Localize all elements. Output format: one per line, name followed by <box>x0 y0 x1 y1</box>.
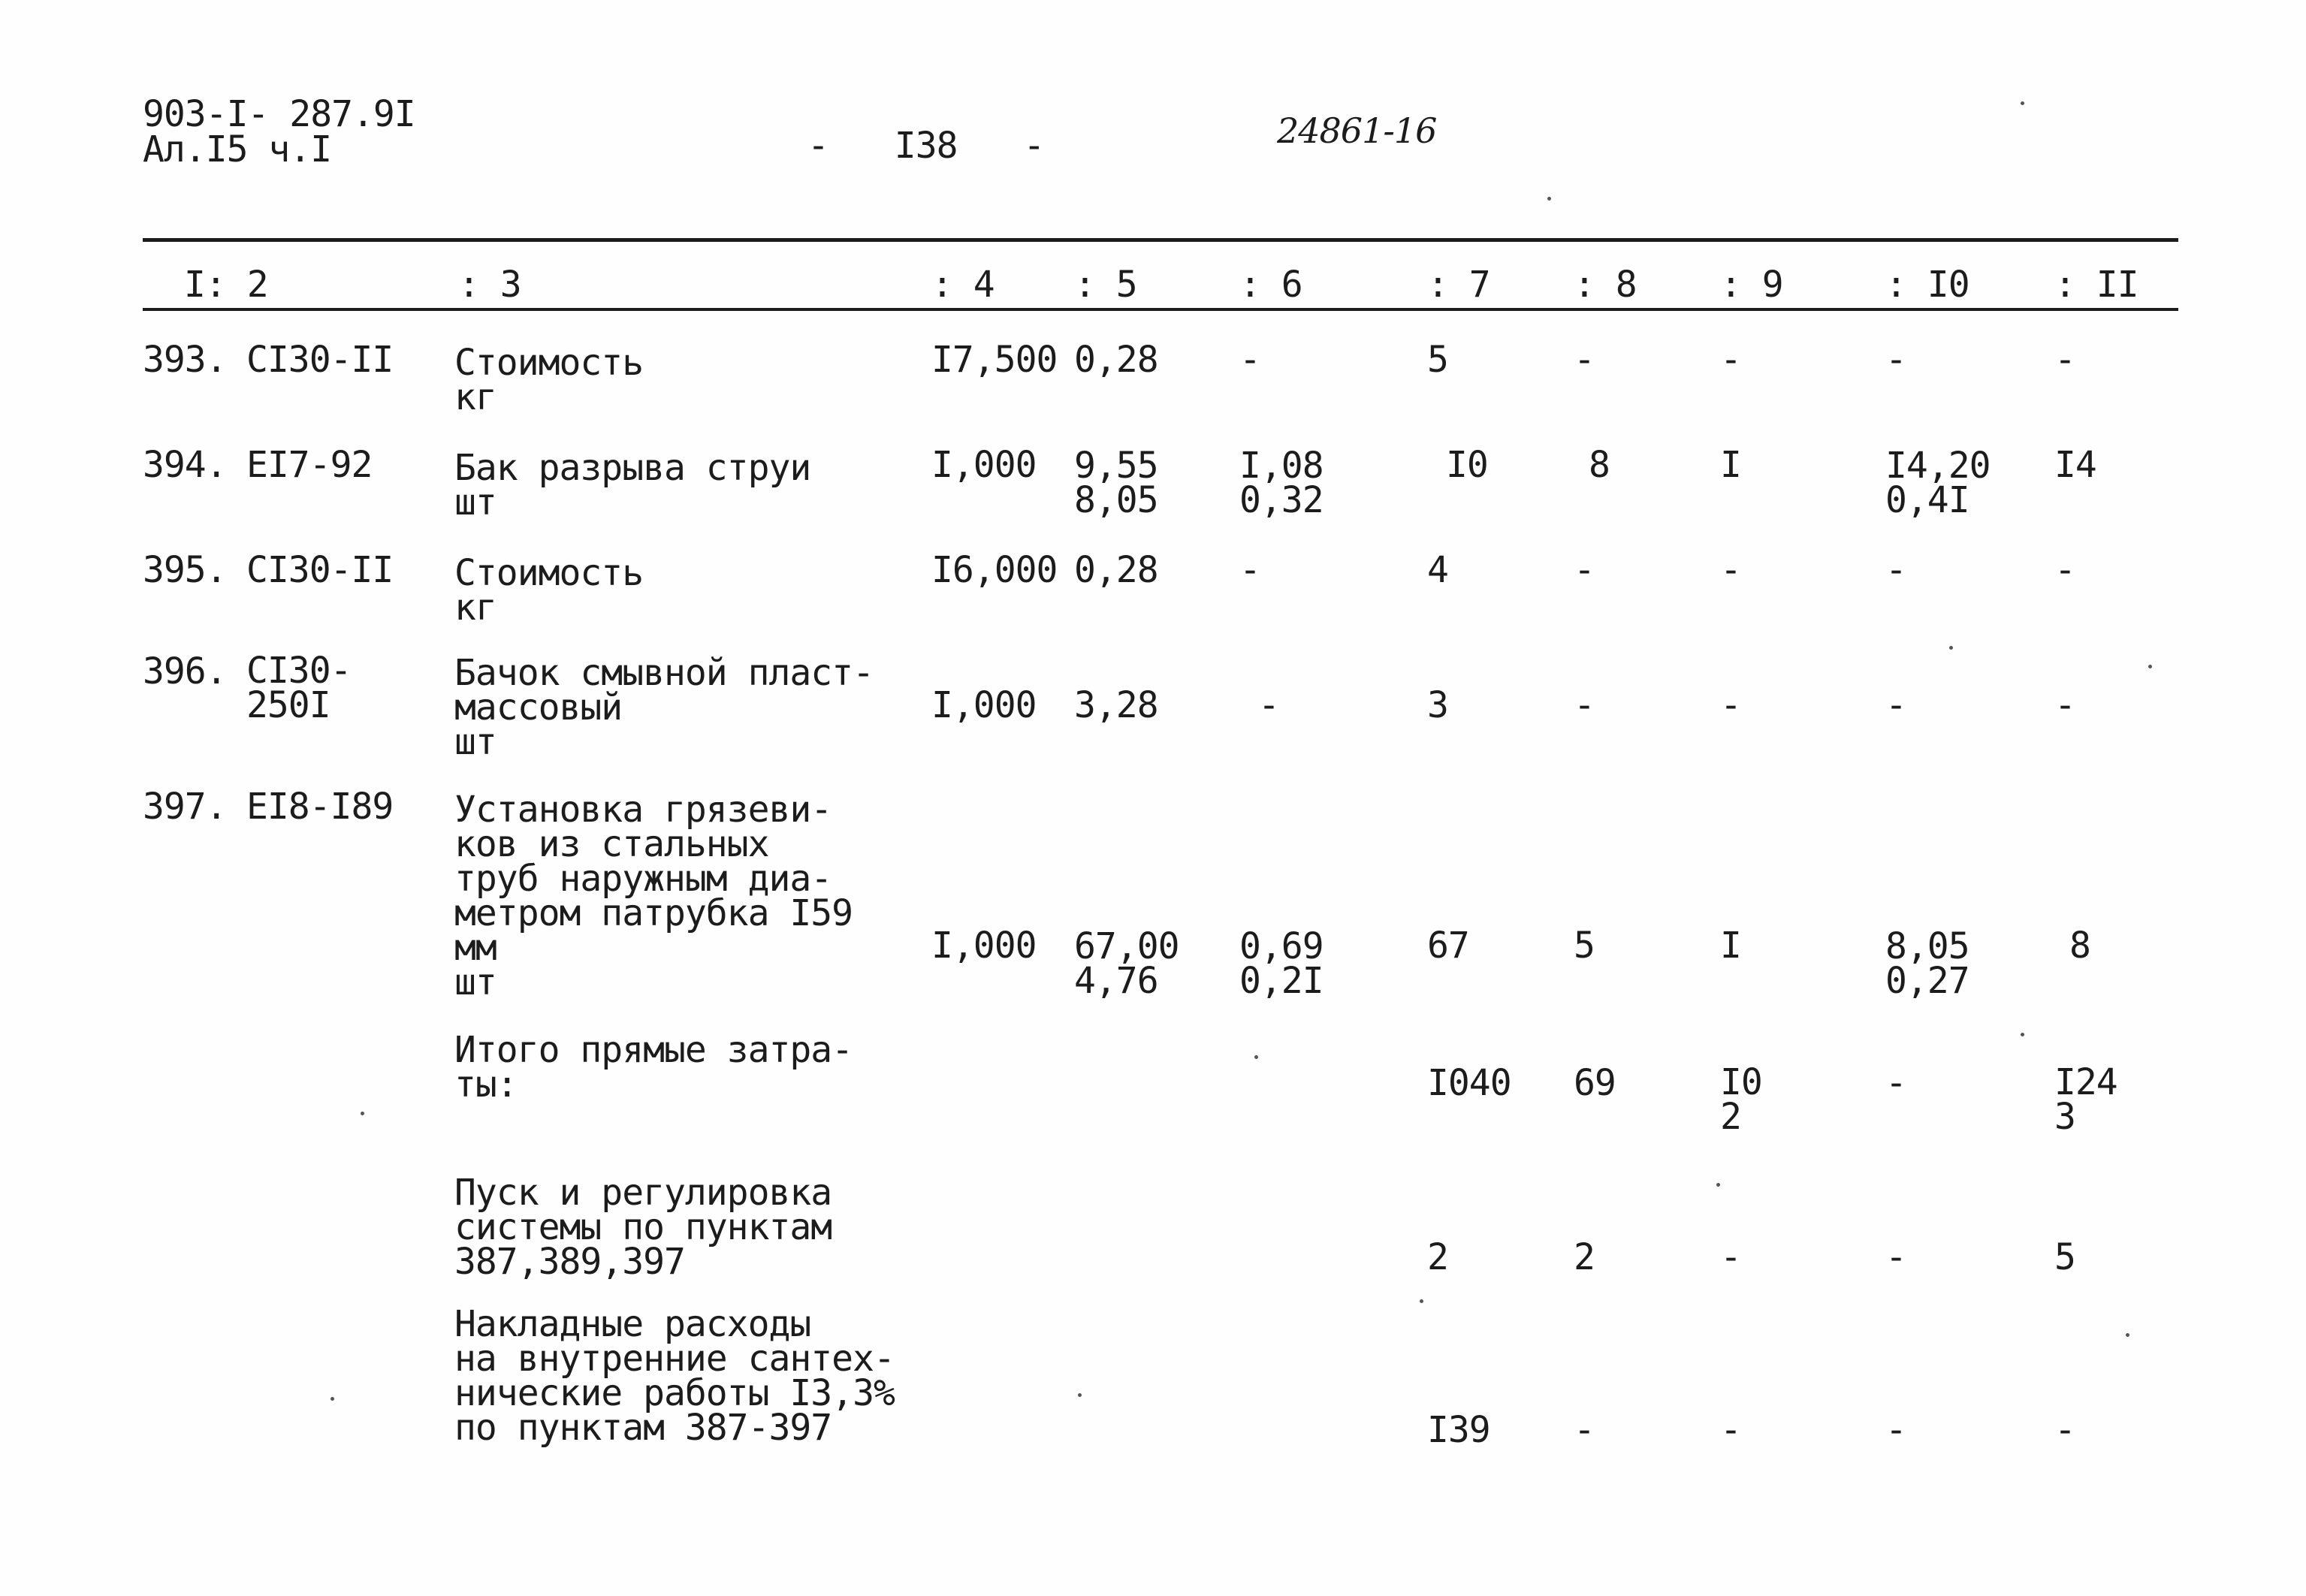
table-top-rule <box>143 238 2178 242</box>
col-header-9: : 9 <box>1720 264 1783 306</box>
totals-col9: - <box>1720 1409 1741 1451</box>
row-col10: - <box>1885 549 1906 591</box>
scan-speck <box>2021 1033 2024 1036</box>
row-col8: 5 <box>1574 925 1595 967</box>
scan-speck <box>331 1397 334 1401</box>
row-col8: - <box>1574 684 1595 726</box>
row-col6: I,08 0,32 <box>1239 445 1324 521</box>
row-quantity: I,000 <box>931 444 1037 486</box>
row-number: 395. <box>143 549 227 591</box>
row-quantity: I6,000 <box>931 549 1058 591</box>
row-quantity: I,000 <box>931 925 1037 967</box>
col-header-3: : 3 <box>458 264 521 306</box>
row-col5: 0,28 <box>1074 549 1158 591</box>
row-number: 394. <box>143 444 227 486</box>
row-description: Бак разрыва струи шт <box>454 447 811 523</box>
row-col7: 3 <box>1427 684 1448 726</box>
totals-col10: - <box>1885 1409 1906 1451</box>
row-description: Бачок смывной пласт- массовый шт <box>454 652 874 763</box>
row-code: CI30-II <box>246 549 394 591</box>
row-col6: 0,69 0,2I <box>1239 925 1324 1002</box>
row-description: Стоимость кг <box>454 552 644 629</box>
row-col6: - <box>1239 549 1260 591</box>
scan-speck <box>1547 197 1551 201</box>
row-col9: I <box>1720 444 1741 486</box>
row-col10: I4,20 0,4I <box>1885 445 1991 521</box>
totals-col10: - <box>1885 1062 1906 1104</box>
scan-speck <box>2021 101 2024 105</box>
row-description: Стоимость кг <box>454 342 644 418</box>
scan-speck <box>361 1112 364 1115</box>
col-header-6: : 6 <box>1239 264 1302 306</box>
row-col8: - <box>1574 549 1595 591</box>
row-col9: - <box>1720 684 1741 726</box>
totals-col8: - <box>1574 1409 1595 1451</box>
row-code: CI30-II <box>246 339 394 381</box>
row-col11: 8 <box>2069 925 2090 967</box>
row-number: 397. <box>143 786 227 828</box>
scan-speck <box>1078 1393 1082 1397</box>
totals-col7: 2 <box>1427 1236 1448 1278</box>
col-header-11: : II <box>2054 264 2138 306</box>
row-code: CI30- 250I <box>246 650 352 726</box>
row-quantity: I,000 <box>931 684 1037 726</box>
row-col6: - <box>1239 339 1260 381</box>
row-col6: - <box>1258 684 1279 726</box>
doc-code: 903-I- 287.9I <box>143 93 415 135</box>
col-header-10: : I0 <box>1885 264 1969 306</box>
handwritten-number: 24861-16 <box>1277 110 1437 151</box>
row-code: EI7-92 <box>246 444 373 486</box>
row-col7: 5 <box>1427 339 1448 381</box>
totals-col11: 5 <box>2054 1236 2075 1278</box>
row-col8: - <box>1574 339 1595 381</box>
row-col10: - <box>1885 339 1906 381</box>
row-code: EI8-I89 <box>246 786 394 828</box>
row-col7: I0 <box>1446 444 1488 486</box>
row-number: 393. <box>143 339 227 381</box>
totals-description: Накладные расходы на внутренние сантех- нические работы I3,3% по пунктам 387-397 <box>454 1303 895 1449</box>
scan-speck <box>1716 1183 1720 1187</box>
totals-description: Пуск и регулировка системы по пунктам 387,389,397 <box>454 1172 832 1283</box>
row-col8: 8 <box>1589 444 1610 486</box>
row-col10: - <box>1885 684 1906 726</box>
row-col11: I4 <box>2054 444 2096 486</box>
row-quantity: I7,500 <box>931 339 1058 381</box>
row-col5: 67,00 4,76 <box>1074 925 1179 1002</box>
scan-speck <box>2148 665 2152 668</box>
col-header-8: : 8 <box>1574 264 1637 306</box>
totals-description: Итого прямые затра- ты: <box>454 1029 853 1106</box>
totals-col9: I0 2 <box>1720 1061 1762 1138</box>
table-header-rule <box>143 308 2178 311</box>
totals-col9: - <box>1720 1236 1741 1278</box>
totals-col8: 69 <box>1574 1062 1616 1104</box>
scan-speck <box>1254 1055 1258 1059</box>
row-description: Установка грязеви- ков из стальных труб наружным диа- метром патрубка I59 мм шт <box>454 789 853 1003</box>
totals-col10: - <box>1885 1236 1906 1278</box>
row-col10: 8,05 0,27 <box>1885 925 1969 1002</box>
row-col7: 67 <box>1427 925 1469 967</box>
row-col11: - <box>2054 549 2075 591</box>
row-col7: 4 <box>1427 549 1448 591</box>
row-col5: 3,28 <box>1074 684 1158 726</box>
totals-col11: I24 3 <box>2054 1061 2117 1138</box>
scan-speck <box>1420 1299 1423 1303</box>
row-col9: - <box>1720 339 1741 381</box>
totals-col7: I39 <box>1427 1409 1490 1451</box>
col-header-7: : 7 <box>1427 264 1490 306</box>
row-number: 396. <box>143 650 227 692</box>
totals-col11: - <box>2054 1409 2075 1451</box>
totals-col8: 2 <box>1574 1236 1595 1278</box>
page-number: - I38 - <box>807 125 1045 167</box>
row-col11: - <box>2054 339 2075 381</box>
col-header-4: : 4 <box>931 264 995 306</box>
col-header-5: : 5 <box>1074 264 1137 306</box>
row-col11: - <box>2054 684 2075 726</box>
row-col9: - <box>1720 549 1741 591</box>
row-col9: I <box>1720 925 1741 967</box>
row-col5: 9,55 8,05 <box>1074 445 1158 521</box>
scan-speck <box>2126 1333 2129 1337</box>
scan-speck <box>1949 646 1953 650</box>
row-col5: 0,28 <box>1074 339 1158 381</box>
sheet-ref: Ал.I5 ч.I <box>143 128 332 170</box>
col-header-1: I: 2 <box>184 264 268 306</box>
totals-col7: I040 <box>1427 1062 1511 1104</box>
